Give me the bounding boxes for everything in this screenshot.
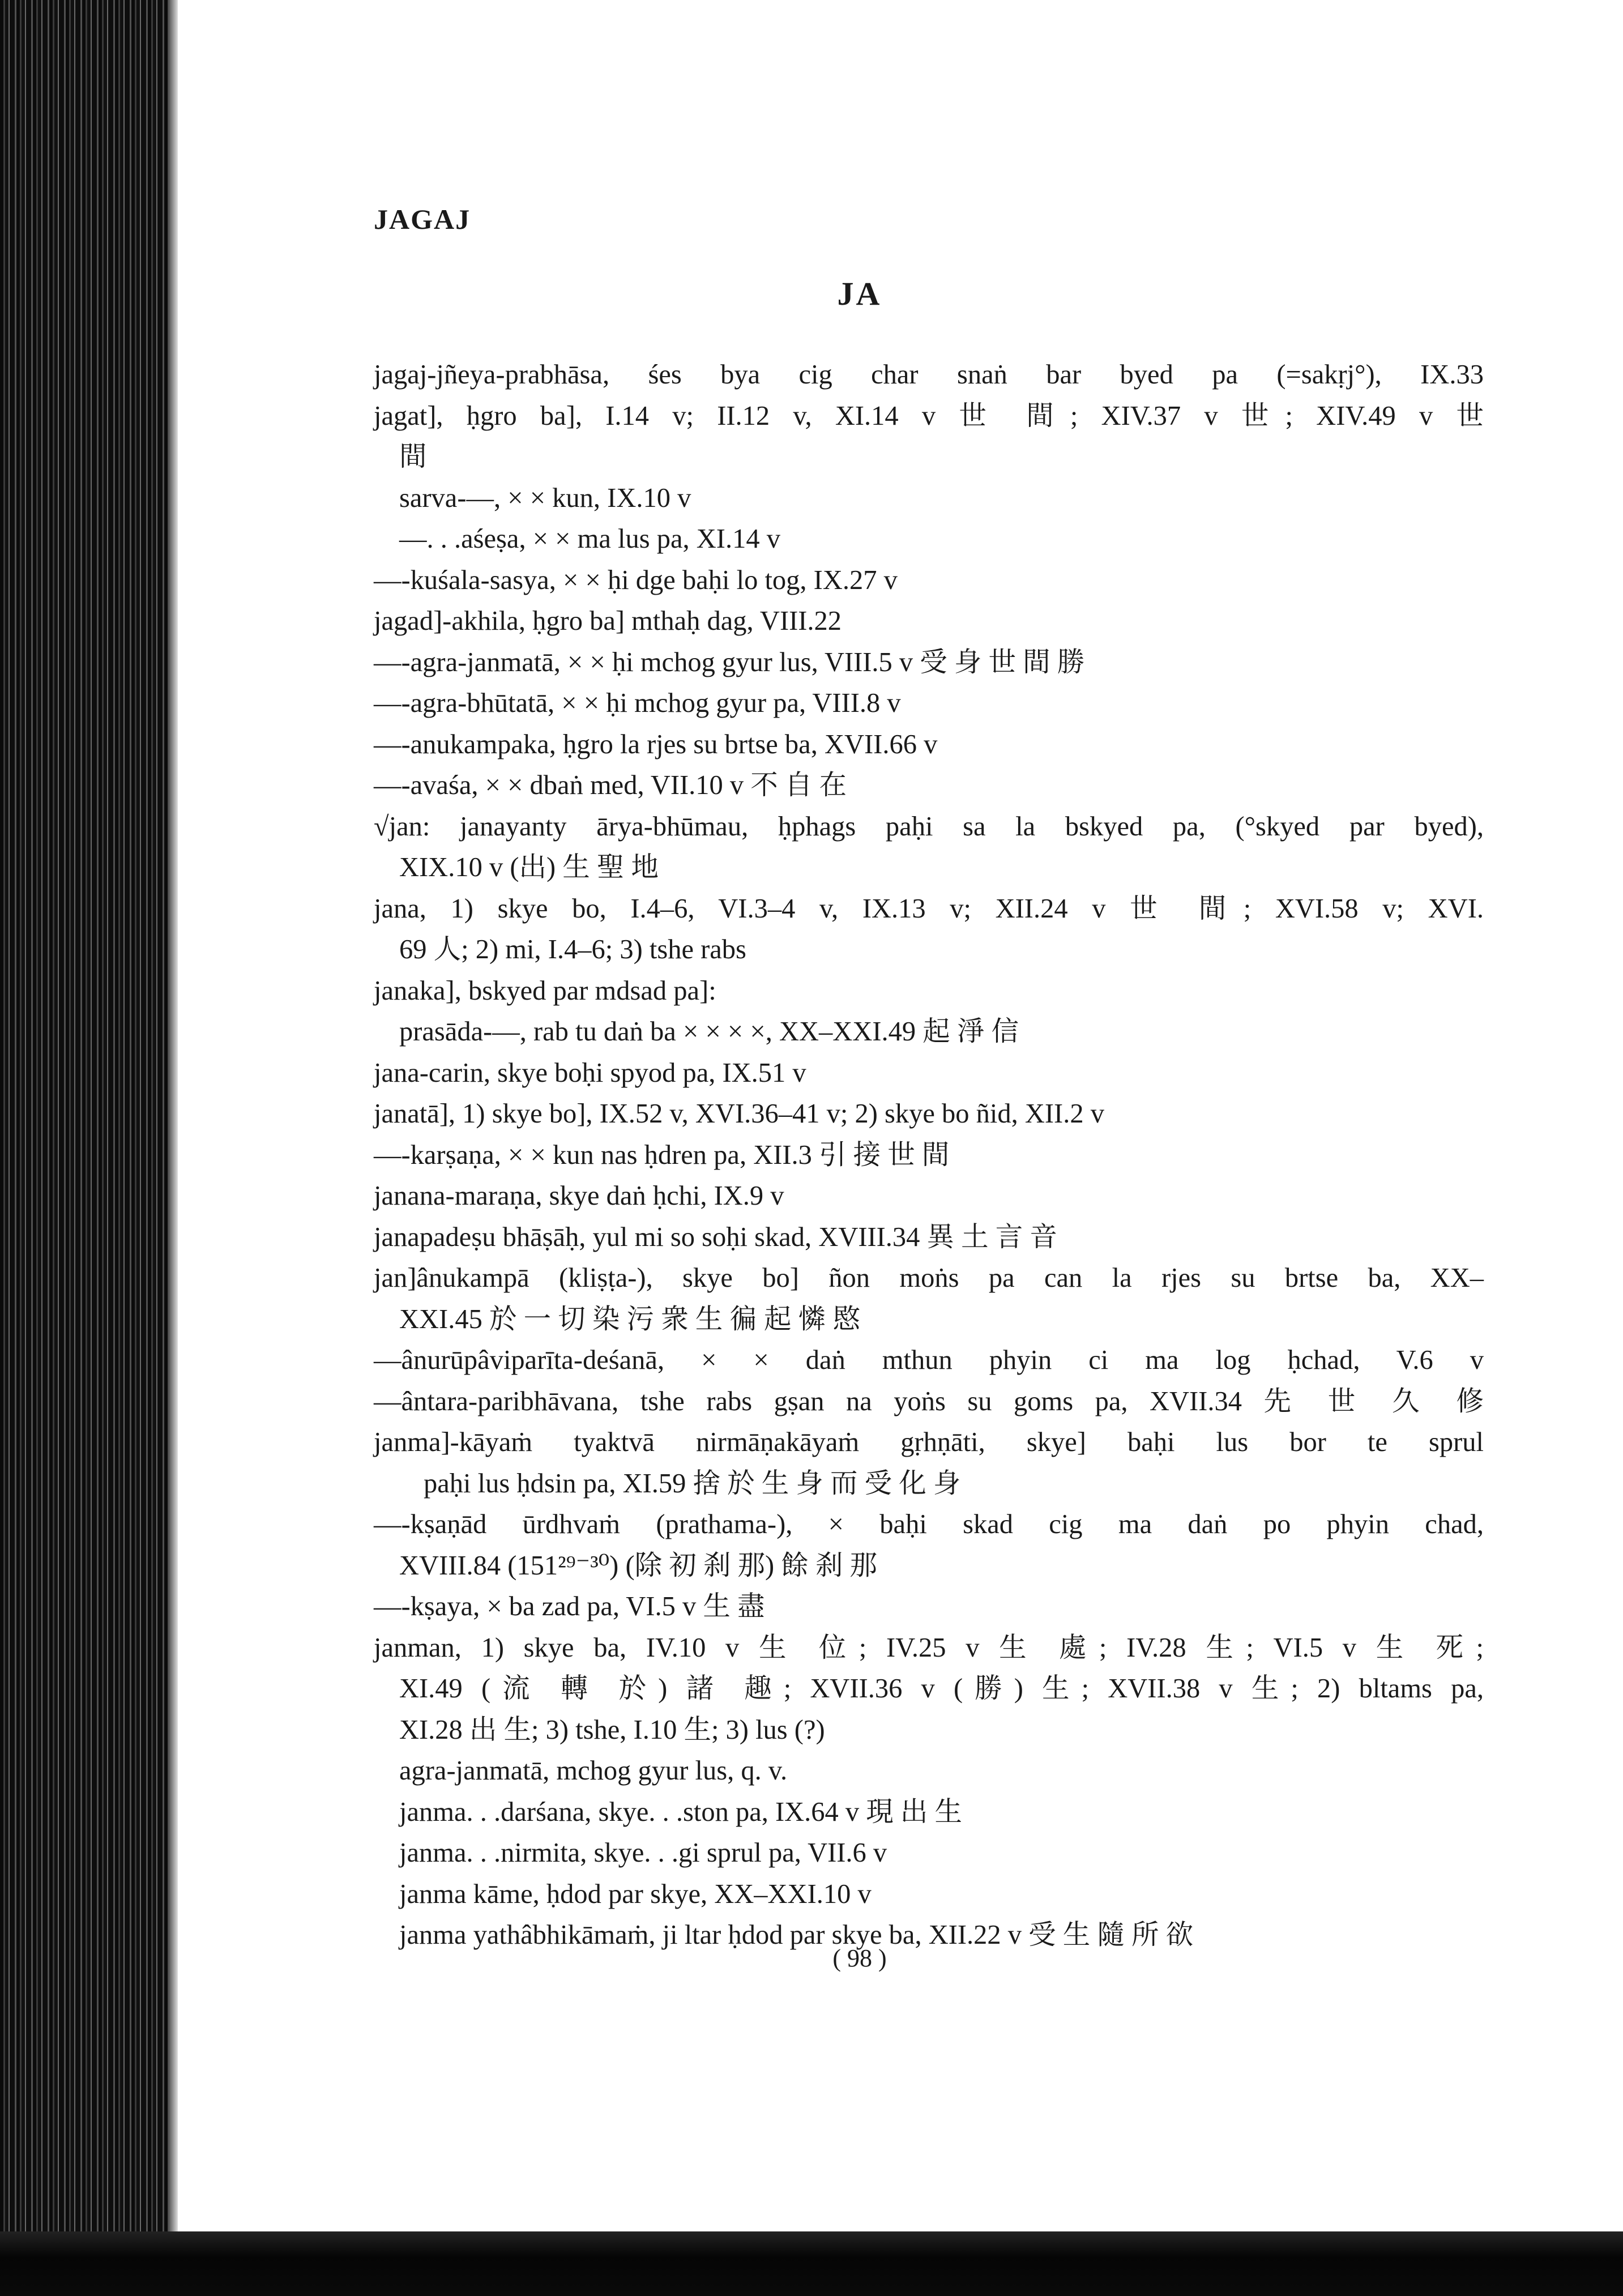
entry-line: janapadeṣu bhāṣāḥ, yul mi so soḥi skad, XVIII.34 異 土 言 音 [374,1222,1057,1252]
entry-line: —-agra-bhūtatā, × × ḥi mchog gyur pa, VIII.8 v [374,688,901,718]
entry-line: —ântara-paribhāvana, tshe rabs gṣan na yoṅs su goms pa, XVII.34 先 世 久 修 [374,1386,1484,1416]
running-head: JAGAJ [374,203,471,235]
entry-line: —-avaśa, × × dbaṅ med, VII.10 v 不 自 在 [374,770,847,800]
entry-line: paḥi lus ḥdsin pa, XI.59 捨 於 生 身 而 受 化 身 [424,1468,961,1499]
dictionary-entries [374,355,1484,1956]
entry-line: janma]-kāyaṁ tyaktvā nirmāṇakāyaṁ gṛhṇāti, skye] baḥi lus bor te sprul [374,1427,1484,1457]
entry-line: 69 人; 2) mi, I.4–6; 3) tshe rabs [399,934,746,965]
entry-line: —-kṣaṇād ūrdhvaṁ (prathama-), × baḥi skad cig ma daṅ po phyin chad, [374,1509,1484,1539]
entry-line: XXI.45 於 一 切 染 污 衆 生 徧 起 憐 愍 [399,1304,860,1334]
entry-line: —ânurūpâviparīta-deśanā, × × daṅ mthun phyin ci ma log ḥchad, V.6 v [374,1345,1484,1375]
section-heading: JA [837,275,882,312]
entry-line: —-agra-janmatā, × × ḥi mchog gyur lus, VIII.5 v 受 身 世 間 勝 [374,647,1085,677]
entry-line: —-kṣaya, × ba zad pa, VI.5 v 生 盡 [374,1591,765,1621]
entry-line: jana-carin, skye boḥi spyod pa, IX.51 v [374,1057,806,1088]
entry-line: janatā], 1) skye bo], IX.52 v, XVI.36–41 v; 2) skye bo ñid, XII.2 v [374,1099,1104,1129]
entry-line: —-kuśala-sasya, × × ḥi dge baḥi lo tog, IX.27 v [374,565,898,595]
entry-line: √jan: janayanty ārya-bhūmau, ḥphags paḥi sa la bskyed pa, (°skyed par byed), [374,811,1484,842]
entry-line: XI.28 出 生; 3) tshe, I.10 生; 3) lus (?) [399,1714,825,1745]
entry-line: prasāda-—, rab tu daṅ ba × × × ×, XX–XXI.49 起 淨 信 [399,1017,1019,1047]
entry-line: janma. . .darśana, skye. . .ston pa, IX.64 v 現 出 生 [399,1796,963,1827]
entry-line: —-anukampaka, ḥgro la rjes su brtse ba, XVII.66 v [374,729,938,759]
entry-line: jagat], ḥgro ba], I.14 v; II.12 v, XI.14 v 世 間; XIV.37 v 世; XIV.49 v 世 [374,400,1484,431]
entry-line: XVIII.84 (151²⁹⁻³⁰) (除 初 刹 那) 餘 刹 那 [399,1550,878,1581]
entry-line: XI.49 (流 轉 於) 諸 趣; XVII.36 v (勝) 生; XVII.38 v 生; 2) bltams pa, [399,1674,1484,1704]
scan-bottom-band [0,2231,1623,2296]
entry-line: 間 [399,442,427,472]
entry-line: —. . .aśeṣa, × × ma lus pa, XI.14 v [399,524,780,554]
entry-line: —-karṣaṇa, × × kun nas ḥdren pa, XII.3 引 接 世 間 [374,1140,950,1170]
entry-line: jagaj-jñeya-prabhāsa, śes bya cig char snaṅ bar byed pa (=sakṛj°), IX.33 [374,360,1484,390]
entry-line: XIX.10 v (出) 生 聖 地 [399,852,659,882]
entry-line: janma kāme, ḥdod par skye, XX–XXI.10 v [399,1879,872,1909]
entry-line: janman, 1) skye ba, IV.10 v 生 位; IV.25 v 生 處; IV.28 生; VI.5 v 生 死; [374,1632,1484,1663]
entry-line: janana-maraṇa, skye daṅ ḥchi, IX.9 v [374,1181,784,1211]
entry-line: janaka], bskyed par mdsad pa]: [374,975,716,1006]
entry-line: jagad]-akhila, ḥgro ba] mthaḥ dag, VIII.22 [374,606,842,636]
entry-line: jana, 1) skye bo, I.4–6, VI.3–4 v, IX.13 v; XII.24 v 世 間; XVI.58 v; XVI. [374,893,1484,924]
entry-line: agra-janmatā, mchog gyur lus, q. v. [399,1756,788,1786]
entry-line: jan]ânukampā (kliṣṭa-), skye bo] ñon moṅs pa can la rjes su brtse ba, XX– [374,1263,1484,1293]
page-number: ( 98 ) [832,1944,887,1972]
book-page-edge [0,0,170,2231]
entry-line: janma yathâbhikāmaṁ, ji ltar ḥdod par skye ba, XII.22 v 受 生 隨 所 欲 [399,1920,1194,1950]
entry-line: janma. . .nirmita, skye. . .gi sprul pa, VII.6 v [399,1838,887,1868]
entry-line: sarva-—, × × kun, IX.10 v [399,483,691,513]
